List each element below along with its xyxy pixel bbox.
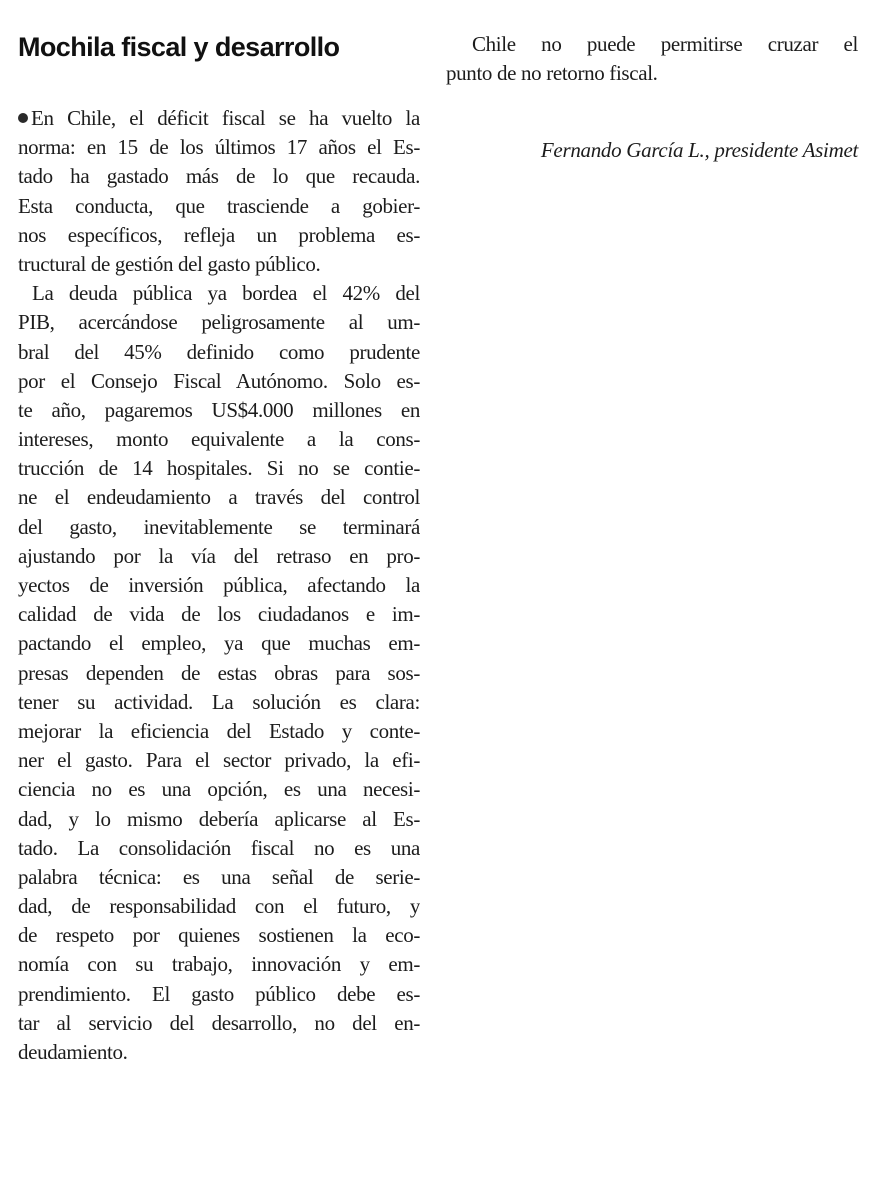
body-line: dad, de responsabilidad con el futuro, y — [18, 894, 420, 919]
body-line: ne el endeudamiento a través del control — [18, 485, 420, 510]
body-line: tructural de gestión del gasto público. — [18, 251, 321, 276]
body-line-text: En Chile, el déficit fiscal se ha vuelto la — [31, 106, 420, 130]
body-line: trucción de 14 hospitales. Si no se contie- — [18, 456, 420, 481]
body-line: nomía con su trabajo, innovación y em- — [18, 952, 420, 977]
author-signature: Fernando García L., presidente Asimet — [540, 138, 858, 162]
body-line: nos específicos, refleja un problema es- — [18, 222, 420, 247]
article-body-continued — [446, 30, 858, 88]
body-line: te año, pagaremos US$4.000 millones en — [18, 397, 420, 422]
body-line: de respeto por quienes sostienen la eco- — [18, 923, 420, 948]
body-line: presas dependen de estas obras para sos- — [18, 660, 420, 685]
body-line: punto de no retorno fiscal. — [446, 61, 658, 86]
body-line: palabra técnica: es una señal de serie- — [18, 864, 420, 889]
body-line: mejorar la eficiencia del Estado y conte- — [18, 718, 420, 743]
body-line: ciencia no es una opción, es una necesi- — [18, 777, 420, 802]
body-line: norma: en 15 de los últimos 17 años el Es- — [18, 135, 420, 160]
body-line: dad, y lo mismo debería aplicarse al Es- — [18, 806, 420, 831]
body-line: prendimiento. El gasto público debe es- — [18, 981, 420, 1006]
body-line: tado. La consolidación fiscal no es una — [18, 835, 420, 860]
body-line: PIB, acercándose peligrosamente al um- — [18, 310, 420, 335]
body-line: calidad de vida de los ciudadanos e im- — [18, 602, 420, 627]
body-line: deudamiento. — [18, 1040, 128, 1064]
body-line: tener su actividad. La solución es clara: — [18, 689, 420, 714]
body-line — [18, 104, 420, 133]
body-line: Chile no puede permitirse cruzar el — [472, 32, 858, 56]
body-line: yectos de inversión pública, afectando la — [18, 573, 420, 597]
bullet-icon — [18, 113, 28, 123]
body-line: por el Consejo Fiscal Autónomo. Solo es- — [18, 368, 420, 393]
body-line: La deuda pública ya bordea el 42% del — [32, 281, 420, 306]
body-line: del gasto, inevitablemente se terminará — [18, 514, 420, 539]
body-line: tar al servicio del desarrollo, no del en- — [18, 1010, 420, 1035]
body-line: tado ha gastado más de lo que recauda. — [18, 164, 420, 189]
body-line: Esta conducta, que trasciende a gobier- — [18, 193, 420, 218]
body-line: pactando el empleo, ya que muchas em- — [18, 631, 420, 656]
body-line: bral del 45% definido como prudente — [18, 339, 420, 364]
body-line: ner el gasto. Para el sector privado, la efi- — [18, 748, 420, 773]
body-line: ajustando por la vía del retraso en pro- — [18, 543, 420, 568]
article-body — [18, 104, 420, 1067]
body-line: intereses, monto equivalente a la cons- — [18, 427, 420, 452]
article-headline: Mochila fiscal y desarrollo — [18, 32, 340, 62]
